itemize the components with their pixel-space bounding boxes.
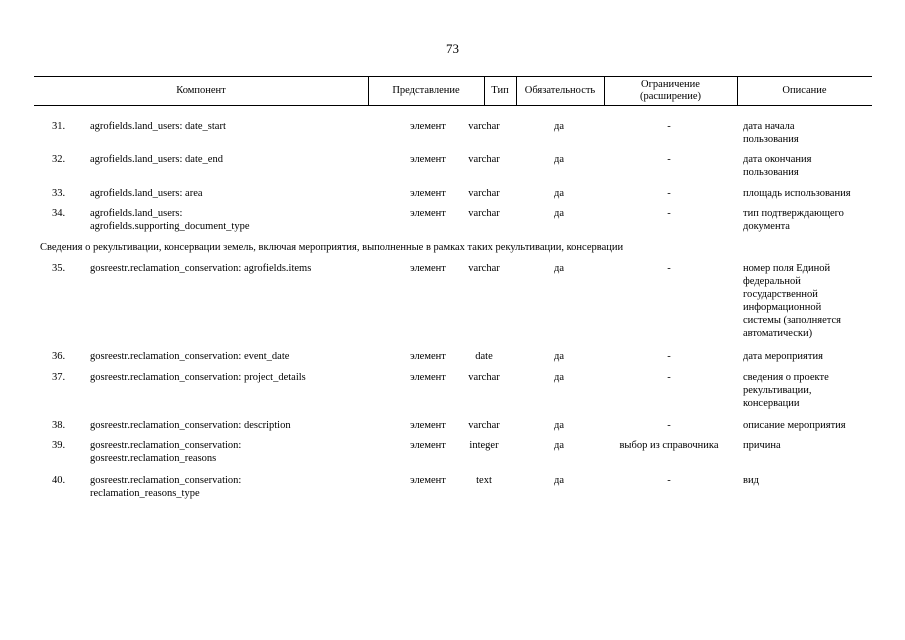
- description-line: пользования: [743, 167, 799, 178]
- constraint-cell: -: [667, 263, 671, 274]
- description-line: информационной: [743, 302, 822, 313]
- component-line: gosreestr.reclamation_reasons: [90, 453, 217, 464]
- required-cell: да: [553, 121, 564, 132]
- type-cell: varchar: [468, 372, 500, 383]
- row-number: 38.: [52, 420, 66, 431]
- description-line: описание мероприятия: [743, 420, 846, 431]
- description-cell: [743, 350, 875, 363]
- component-line: gosreestr.reclamation_conservation: description: [90, 420, 291, 431]
- type-cell: varchar: [468, 121, 500, 132]
- constraint-cell: -: [667, 420, 671, 431]
- constraint-cell: -: [667, 188, 671, 199]
- component-cell: [90, 187, 375, 200]
- description-cell: [743, 153, 875, 179]
- required-cell: да: [553, 475, 564, 486]
- description-cell: [743, 187, 875, 200]
- representation-cell: элемент: [410, 475, 446, 486]
- constraint-cell: -: [667, 154, 671, 165]
- description-cell: [743, 419, 875, 432]
- constraint-cell: -: [667, 208, 671, 219]
- header-description: Описание: [782, 85, 827, 96]
- description-line: дата начала: [743, 121, 795, 132]
- header-representation: Представление: [392, 85, 460, 96]
- type-cell: integer: [469, 440, 499, 451]
- component-cell: [90, 474, 375, 500]
- description-cell: [743, 207, 875, 233]
- representation-cell: элемент: [410, 121, 446, 132]
- description-line: рекультивации,: [743, 385, 812, 396]
- component-line: agrofields.land_users:: [90, 208, 183, 219]
- row-number: 35.: [52, 263, 66, 274]
- description-cell: [743, 371, 875, 410]
- page-number: 73: [446, 41, 459, 56]
- description-line: площадь использования: [743, 188, 851, 199]
- row-number: 39.: [52, 440, 66, 451]
- component-line: gosreestr.reclamation_conservation: project_details: [90, 372, 306, 383]
- component-line: agrofields.supporting_document_type: [90, 221, 250, 232]
- required-cell: да: [553, 372, 564, 383]
- type-cell: varchar: [468, 188, 500, 199]
- component-line: agrofields.land_users: area: [90, 188, 203, 199]
- representation-cell: элемент: [410, 263, 446, 274]
- component-cell: [90, 419, 375, 432]
- type-cell: varchar: [468, 420, 500, 431]
- component-cell: [90, 120, 375, 133]
- header-constraint-line1: Ограничение: [641, 79, 700, 90]
- row-number: 34.: [52, 208, 66, 219]
- description-cell: [743, 262, 875, 340]
- component-line: agrofields.land_users: date_start: [90, 121, 226, 132]
- table-header: [34, 76, 872, 106]
- row-number: 31.: [52, 121, 66, 132]
- description-cell: [743, 439, 875, 452]
- header-component: Компонент: [176, 85, 226, 96]
- description-line: государственной: [743, 289, 818, 300]
- row-number: 36.: [52, 351, 66, 362]
- type-cell: date: [475, 351, 493, 362]
- row-number: 32.: [52, 154, 66, 165]
- component-cell: [90, 350, 375, 363]
- component-cell: [90, 207, 375, 233]
- description-line: документа: [743, 221, 790, 232]
- required-cell: да: [553, 263, 564, 274]
- component-line: gosreestr.reclamation_conservation:: [90, 440, 242, 451]
- representation-cell: элемент: [410, 440, 446, 451]
- section-title: Сведения о рекультивации, консервации земель, включая мероприятия, выполненные в рамках таких рекультивации, консервации: [40, 242, 624, 253]
- description-line: автоматически): [743, 328, 813, 339]
- type-cell: varchar: [468, 263, 500, 274]
- description-line: консервации: [743, 398, 800, 409]
- row-number: 33.: [52, 188, 66, 199]
- representation-cell: элемент: [410, 420, 446, 431]
- constraint-cell: -: [667, 475, 671, 486]
- header-constraint-line2: (расширение): [639, 91, 702, 102]
- component-line: reclamation_reasons_type: [90, 488, 200, 499]
- representation-cell: элемент: [410, 372, 446, 383]
- representation-cell: элемент: [410, 154, 446, 165]
- required-cell: да: [553, 208, 564, 219]
- required-cell: да: [553, 188, 564, 199]
- type-cell: text: [476, 475, 492, 486]
- component-line: gosreestr.reclamation_conservation: agrofields.items: [90, 263, 312, 274]
- row-number: 37.: [52, 372, 66, 383]
- representation-cell: элемент: [410, 351, 446, 362]
- description-line: вид: [743, 475, 759, 486]
- header-type: Тип: [491, 85, 509, 96]
- component-line: agrofields.land_users: date_end: [90, 154, 223, 165]
- component-cell: [90, 371, 375, 384]
- representation-cell: элемент: [410, 188, 446, 199]
- constraint-cell: -: [667, 372, 671, 383]
- component-cell: [90, 262, 375, 275]
- description-line: пользования: [743, 134, 799, 145]
- component-line: gosreestr.reclamation_conservation:: [90, 475, 242, 486]
- description-line: дата мероприятия: [743, 351, 823, 362]
- representation-cell: элемент: [410, 208, 446, 219]
- header-required: Обязательность: [524, 85, 596, 96]
- description-line: системы (заполняется: [743, 315, 841, 326]
- description-line: сведения о проекте: [743, 372, 829, 383]
- required-cell: да: [553, 154, 564, 165]
- constraint-cell: выбор из справочника: [619, 440, 719, 451]
- description-line: федеральной: [743, 276, 801, 287]
- description-cell: [743, 474, 875, 487]
- row-number: 40.: [52, 475, 66, 486]
- constraint-cell: -: [667, 351, 671, 362]
- type-cell: varchar: [468, 208, 500, 219]
- description-line: тип подтверждающего: [743, 208, 844, 219]
- description-line: причина: [743, 440, 781, 451]
- required-cell: да: [553, 420, 564, 431]
- description-line: дата окончания: [743, 154, 812, 165]
- constraint-cell: -: [667, 121, 671, 132]
- component-cell: [90, 153, 375, 166]
- description-line: номер поля Единой: [743, 263, 831, 274]
- required-cell: да: [553, 440, 564, 451]
- component-cell: [90, 439, 375, 465]
- header-constraint: [604, 77, 737, 105]
- component-line: gosreestr.reclamation_conservation: event_date: [90, 351, 290, 362]
- description-cell: [743, 120, 875, 146]
- required-cell: да: [553, 351, 564, 362]
- type-cell: varchar: [468, 154, 500, 165]
